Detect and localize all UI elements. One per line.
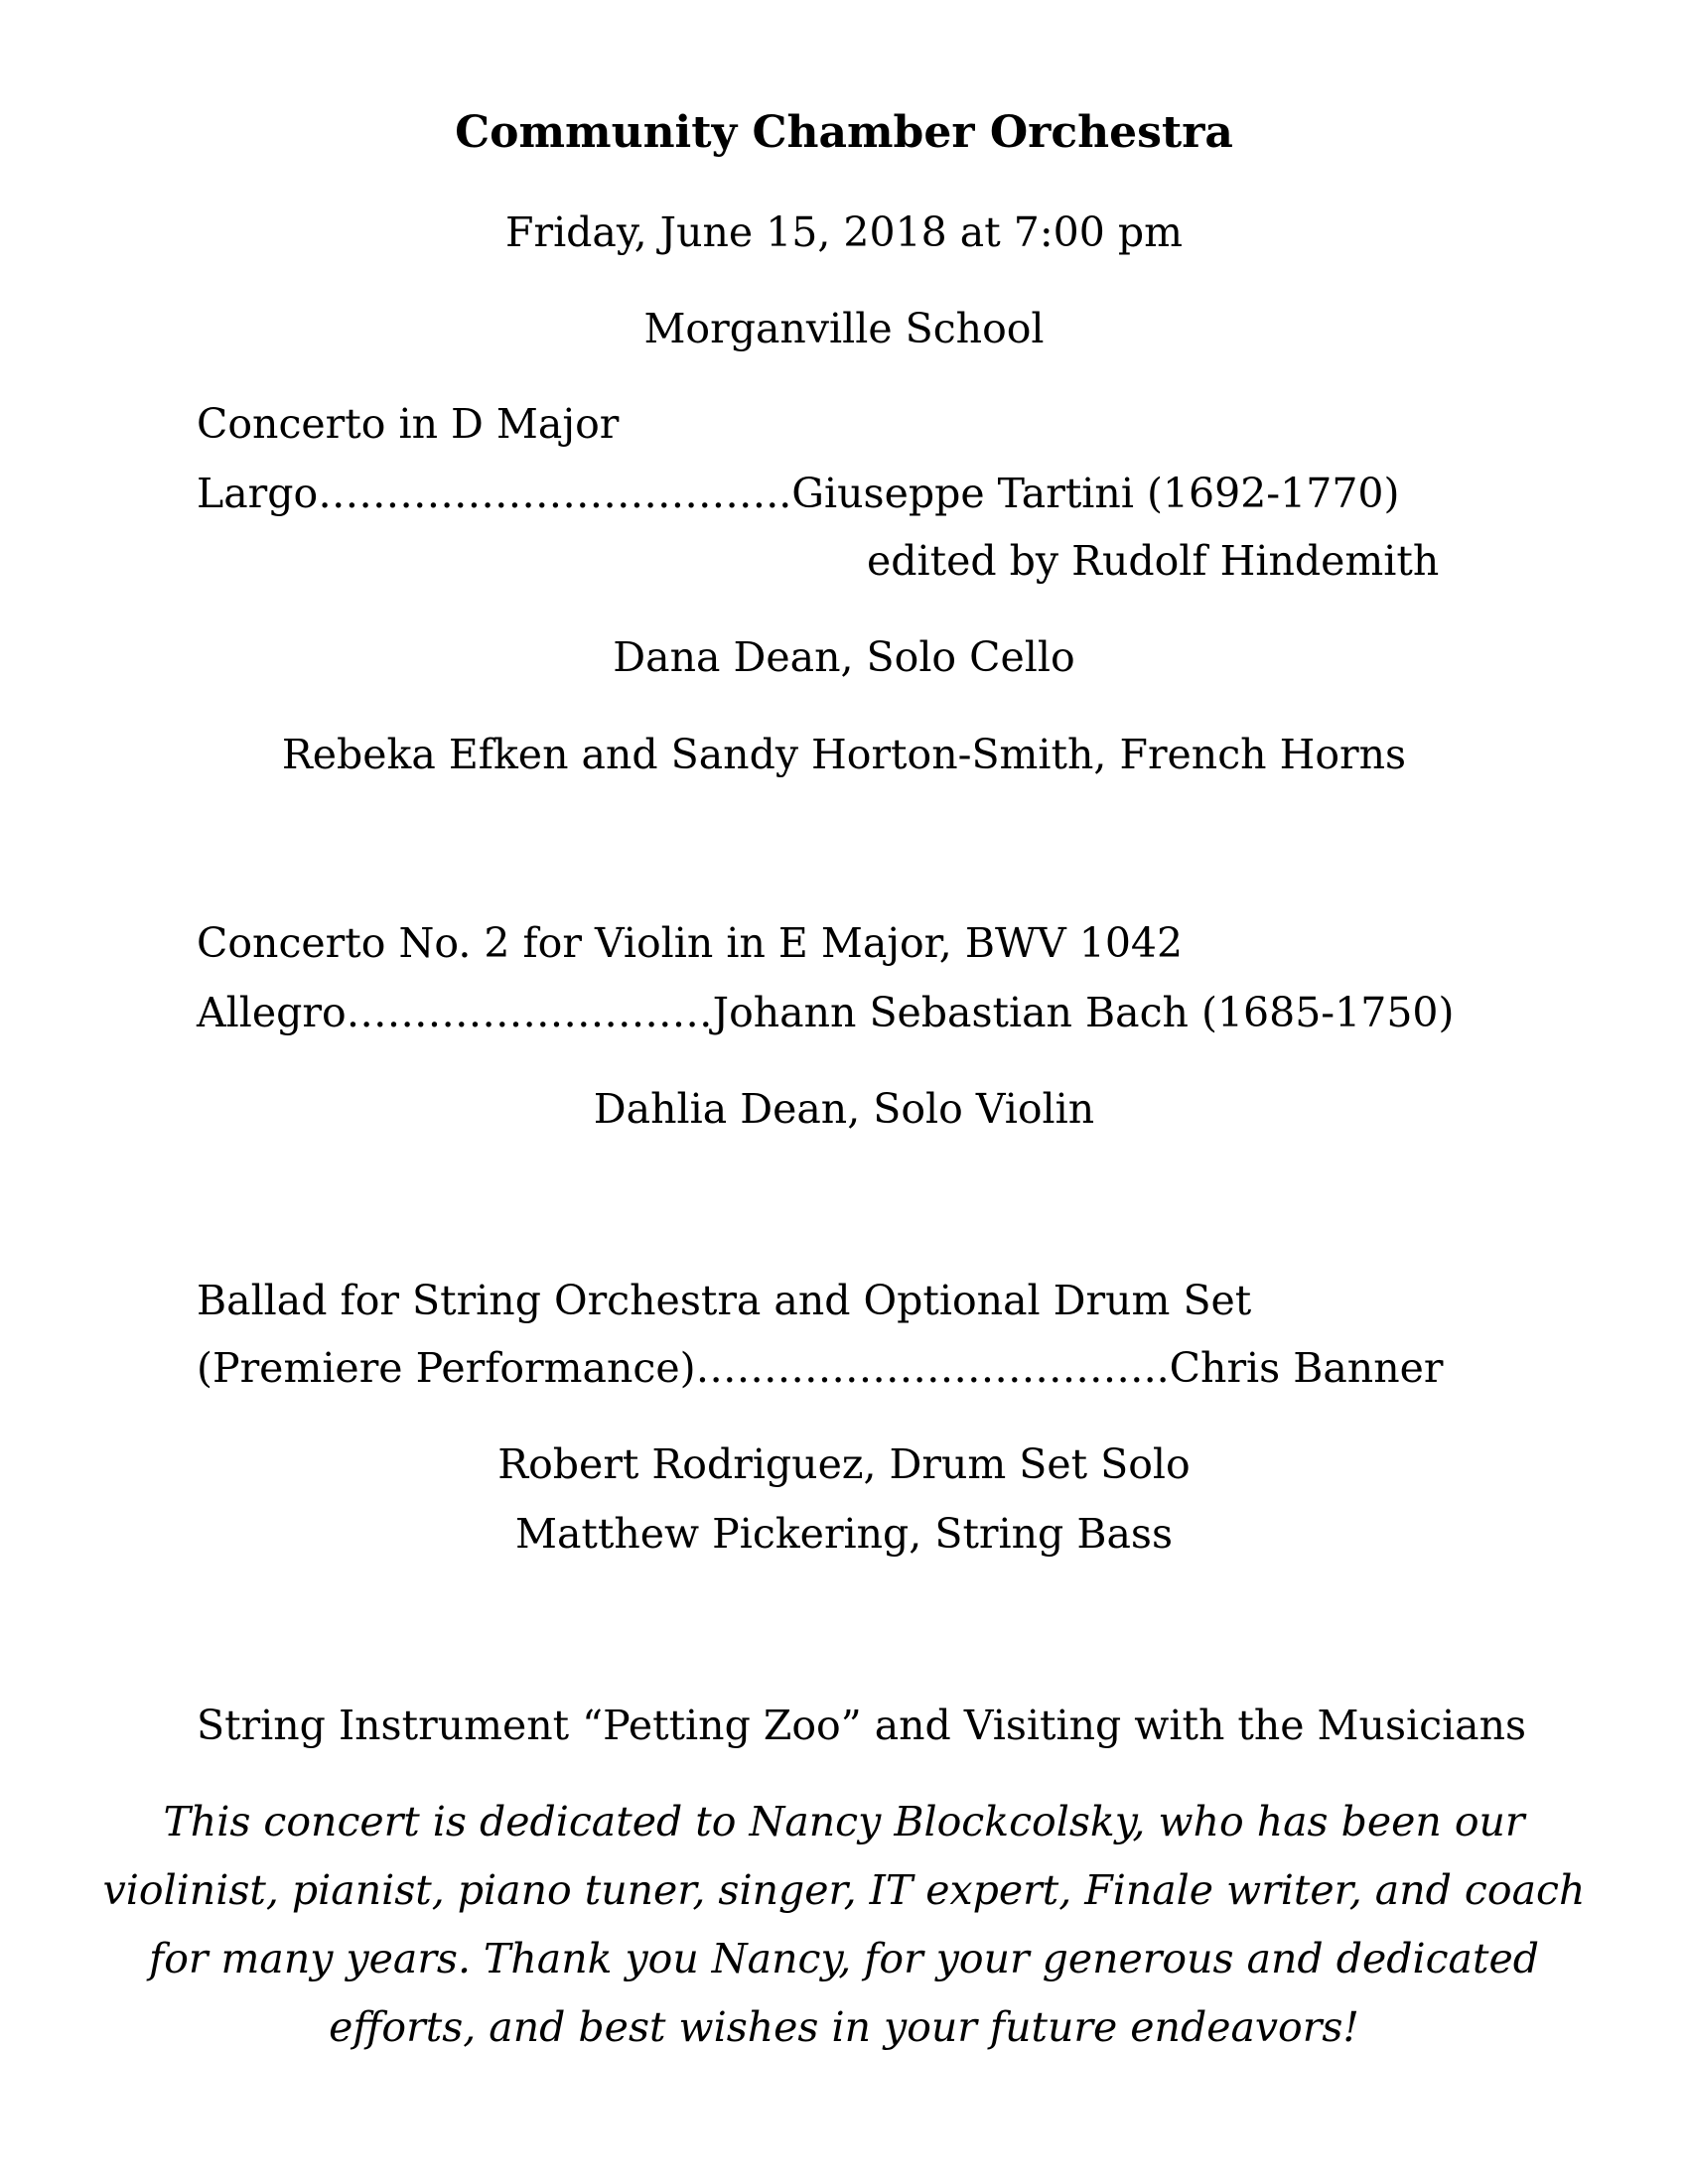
piece-1-performer-2: Rebeka Efken and Sandy Horton-Smith, French Horns bbox=[281, 731, 1407, 778]
orchestra-title: Community Chamber Orchestra bbox=[455, 107, 1233, 158]
piece-1-editor: edited by Rudolf Hindemith bbox=[867, 537, 1440, 585]
dedication-line-4: efforts, and best wishes in your future endeavors! bbox=[329, 2003, 1359, 2051]
piece-3-performer-2: Matthew Pickering, String Bass bbox=[515, 1510, 1173, 1558]
dedication-line-2: violinist, pianist, piano tuner, singer, IT expert, Finale writer, and coach bbox=[102, 1866, 1586, 1914]
piece-3-movement-composer: (Premiere Performance)……………………………..Chris Banner bbox=[197, 1344, 1444, 1392]
piece-1-movement-composer: Largo……………………………..Giuseppe Tartini (1692-1770) bbox=[197, 470, 1400, 517]
concert-date-time: Friday, June 15, 2018 at 7:00 pm bbox=[505, 208, 1183, 256]
piece-2-title: Concerto No. 2 for Violin in E Major, BWV 1042 bbox=[197, 919, 1184, 967]
piece-3-title: Ballad for String Orchestra and Optional Drum Set bbox=[197, 1277, 1252, 1324]
closing-activity: String Instrument “Petting Zoo” and Visiting with the Musicians bbox=[197, 1702, 1527, 1749]
dedication-line-1: This concert is dedicated to Nancy Blockcolsky, who has been our bbox=[163, 1798, 1525, 1845]
concert-venue: Morganville School bbox=[643, 305, 1045, 352]
piece-2-performer-1: Dahlia Dean, Solo Violin bbox=[593, 1085, 1095, 1133]
piece-2-movement-composer: Allegro………………………Johann Sebastian Bach (1685-1750) bbox=[197, 989, 1455, 1036]
piece-3-performer-1: Robert Rodriguez, Drum Set Solo bbox=[497, 1440, 1191, 1488]
piece-1-title: Concerto in D Major bbox=[197, 400, 620, 448]
piece-1-performer-1: Dana Dean, Solo Cello bbox=[613, 633, 1075, 681]
dedication-line-3: for many years. Thank you Nancy, for your generous and dedicated bbox=[149, 1935, 1539, 1982]
